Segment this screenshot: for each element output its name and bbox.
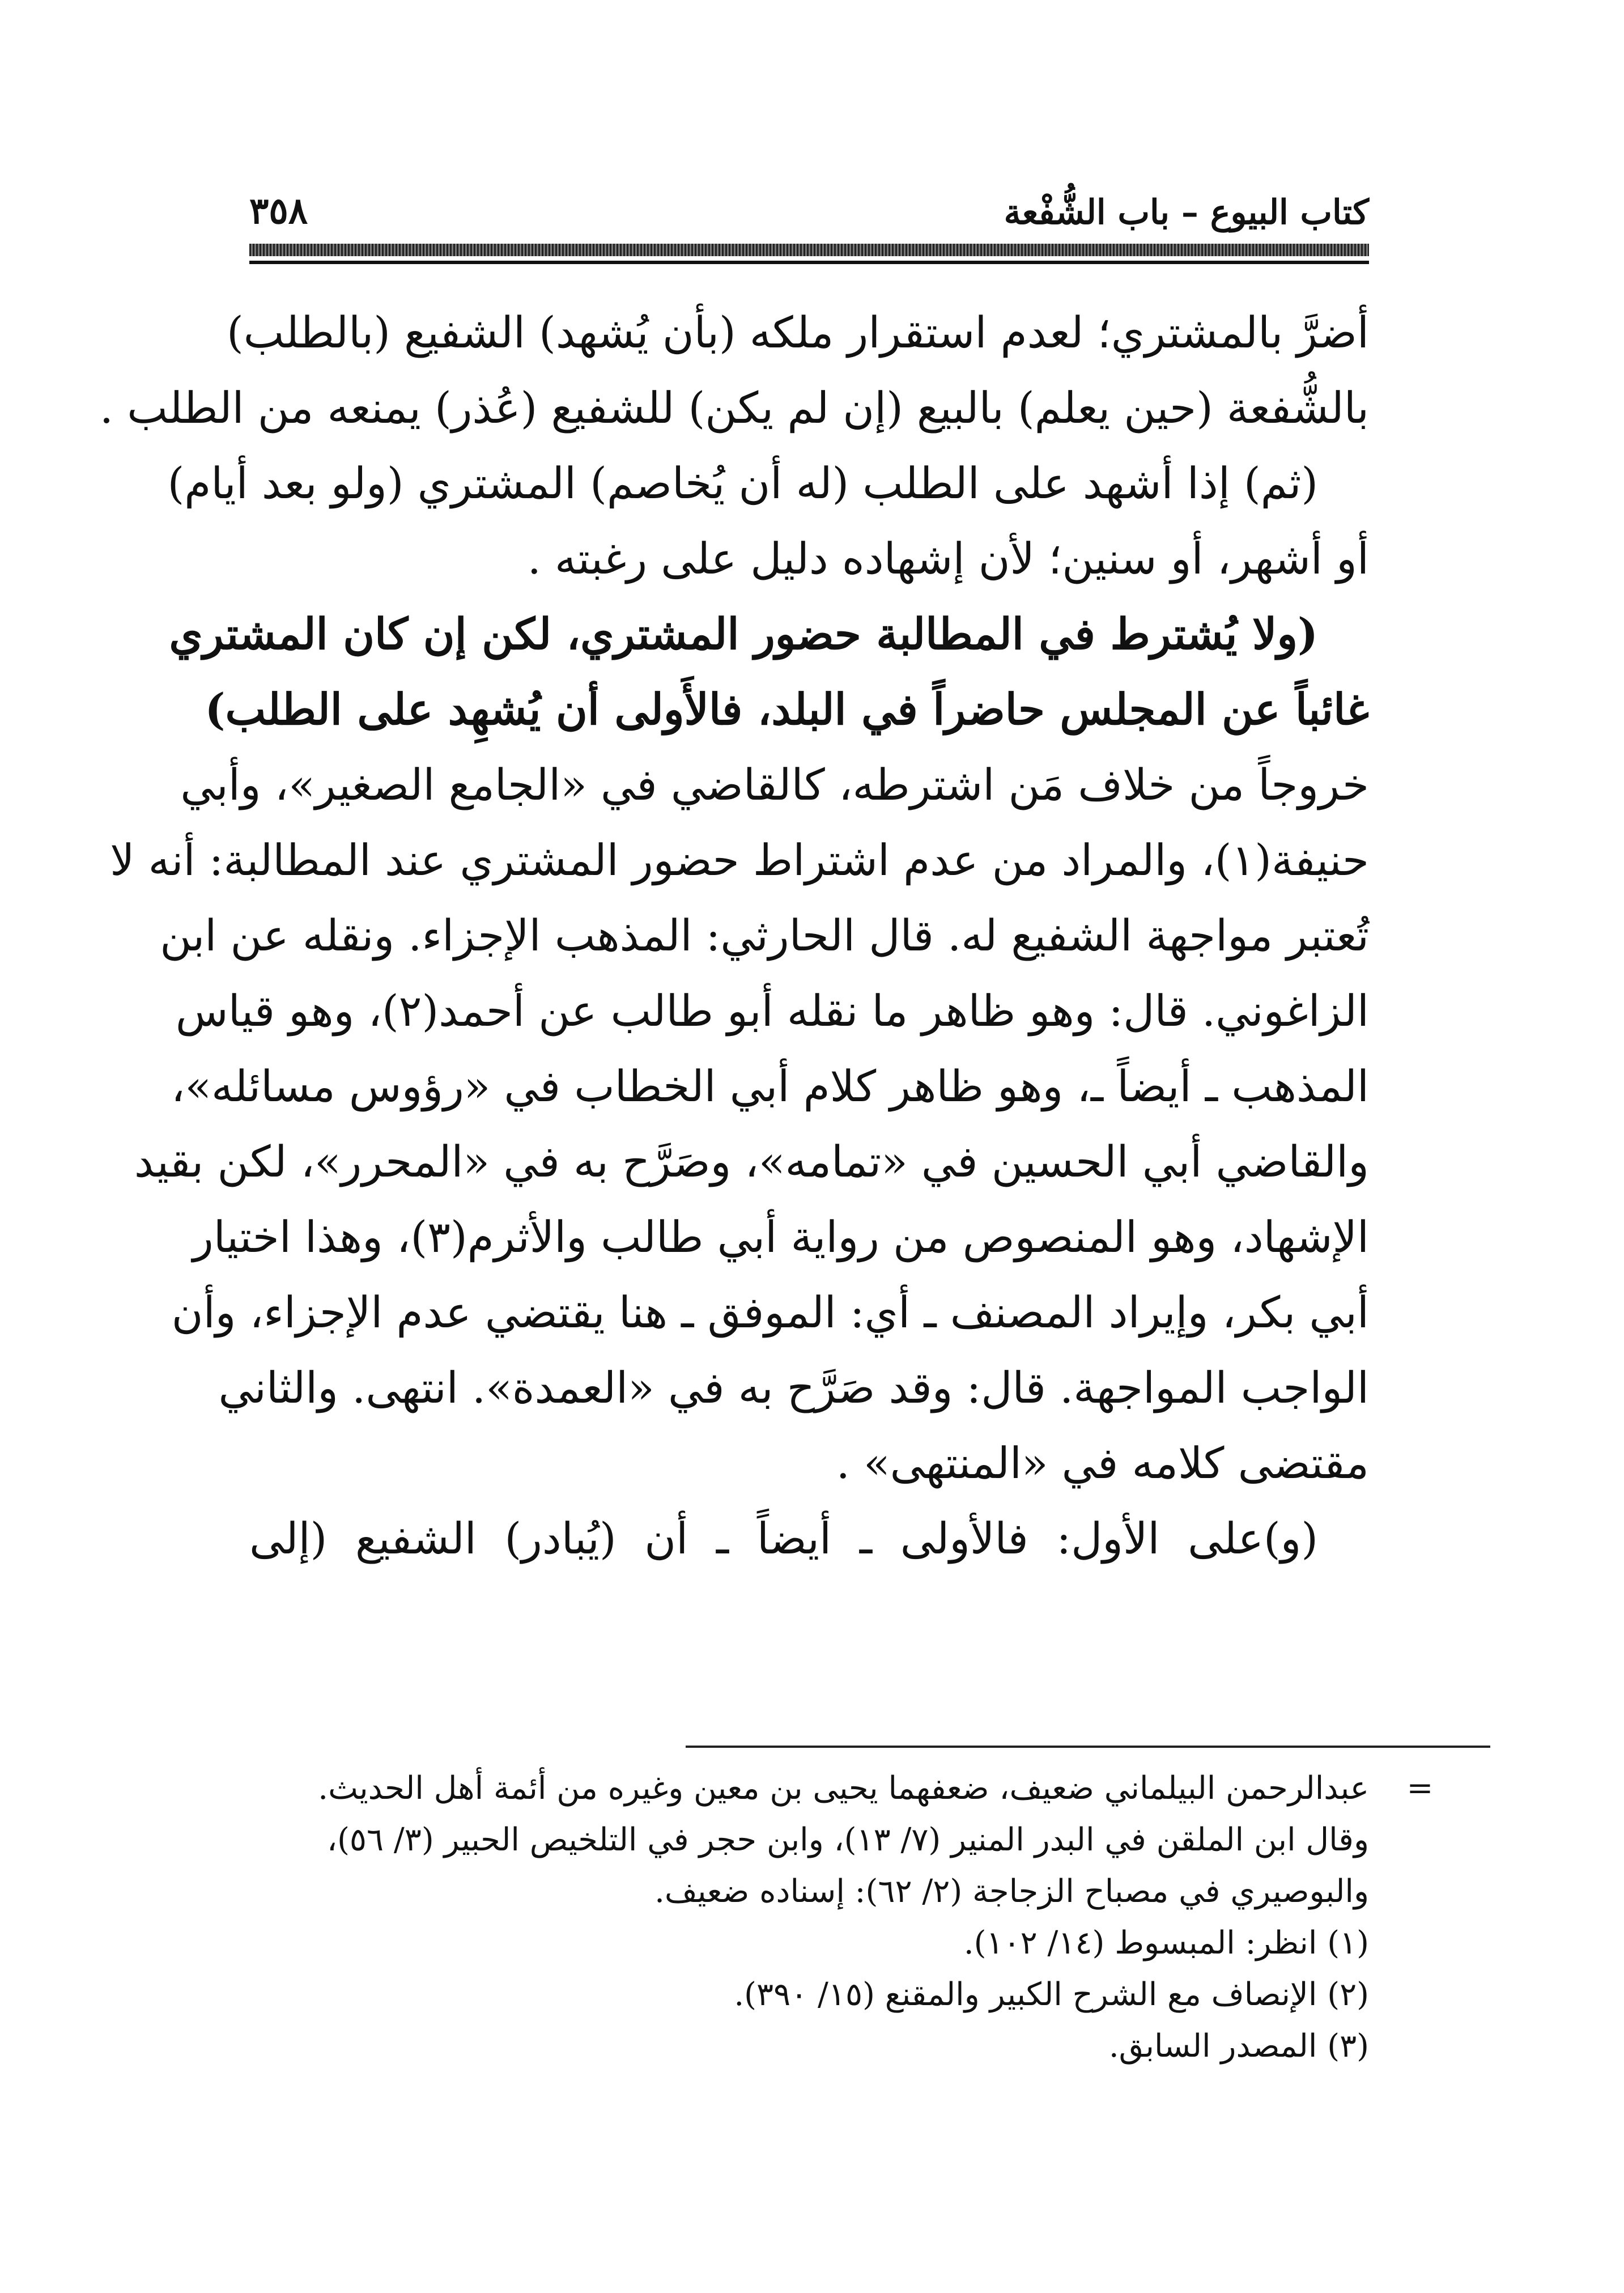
- body-text: [99, 295, 1369, 1576]
- header-rule-thick: [249, 244, 1369, 256]
- header-rule-thin: [249, 261, 1369, 264]
- footnote-line: (٣) المصدر السابق.: [1108, 2028, 1369, 2065]
- text-line: (و)على الأول: فالأولى ـ أيضاً ـ أن (يُبادر) الشفيع (إلى: [249, 1513, 1318, 1564]
- text-line: حنيفة(١)، والمراد من عدم اشتراط حضور المشتري عند المطالبة: أنه لا: [110, 835, 1369, 885]
- footnote-line: وقال ابن الملقن في البدر المنير (٧/ ١٣)، وابن حجر في التلخيص الحبير (٣/ ٥٦)،: [327, 1821, 1369, 1858]
- text-line: بالشُّفعة (حين يعلم) بالبيع (إن لم يكن) للشفيع (عُذر) يمنعه من الطلب .: [99, 383, 1369, 433]
- text-line: الواجب المواجهة. قال: وقد صَرَّح به في «العمدة». انتهى. والثاني: [218, 1362, 1369, 1413]
- text-line: الإشهاد، وهو المنصوص من رواية أبي طالب والأثرم(٣)، وهذا اختيار: [193, 1212, 1369, 1262]
- footnote-line: [249, 1763, 1437, 1814]
- text-line: الزاغوني. قال: وهو ظاهر ما نقله أبو طالب عن أحمد(٢)، وهو قياس: [175, 986, 1369, 1036]
- page-header: [249, 164, 1369, 232]
- footnote-text: عبدالرحمن البيلماني ضعيف، ضعفهما يحيى بن معين وغيره من أئمة أهل الحديث.: [318, 1770, 1369, 1807]
- continuation-mark: =: [1406, 1770, 1434, 1807]
- running-title: كتاب البيوع – باب الشُّفْعة: [1004, 193, 1369, 232]
- text-line: (ولا يُشترط في المطالبة حضور المشتري، لكن إن كان المشتري: [169, 609, 1318, 659]
- text-line: أضرَّ بالمشتري؛ لعدم استقرار ملكه (بأن يُشهد) الشفيع (بالطلب): [227, 307, 1369, 358]
- text-line: (ثم) إذا أشهد على الطلب (له أن يُخاصم) المشتري (ولو بعد أيام): [167, 458, 1318, 508]
- page-number: ٣٥٨: [249, 190, 308, 232]
- text-line: المذهب ـ أيضاً ـ، وهو ظاهر كلام أبي الخطاب في «رؤوس مسائله»،: [171, 1061, 1369, 1111]
- footnotes: [249, 1763, 1437, 2072]
- footnote-line: (٢) الإنصاف مع الشرح الكبير والمقنع (١٥/ ٣٩٠).: [734, 1976, 1369, 2013]
- text-line: خروجاً من خلاف مَن اشترطه، كالقاضي في «الجامع الصغير»، وأبي: [180, 759, 1369, 810]
- footnote-line: والبوصيري في مصباح الزجاجة (٢/ ٦٢): إسناده ضعيف.: [654, 1873, 1369, 1910]
- text-line: غائباً عن المجلس حاضراً في البلد، فالأَولى أن يُشهِد على الطلب): [205, 684, 1369, 734]
- text-line: تُعتبر مواجهة الشفيع له. قال الحارثي: المذهب الإجزاء. ونقله عن ابن: [160, 910, 1369, 961]
- text-line: أو أشهر، أو سنين؛ لأن إشهاده دليل على رغبته .: [527, 533, 1369, 584]
- text-line: والقاضي أبي الحسين في «تمامه»، وصَرَّح به في «المحرر»، لكن بقيد: [134, 1136, 1369, 1187]
- footnote-separator: [686, 1746, 1490, 1748]
- footnote-line: (١) انظر: المبسوط (١٤/ ١٠٢).: [963, 1925, 1369, 1961]
- text-line: أبي بكر، وإيراد المصنف ـ أي: الموفق ـ هنا يقتضي عدم الإجزاء، وأن: [171, 1287, 1369, 1337]
- text-line: مقتضى كلامه في «المنتهى» .: [836, 1438, 1369, 1488]
